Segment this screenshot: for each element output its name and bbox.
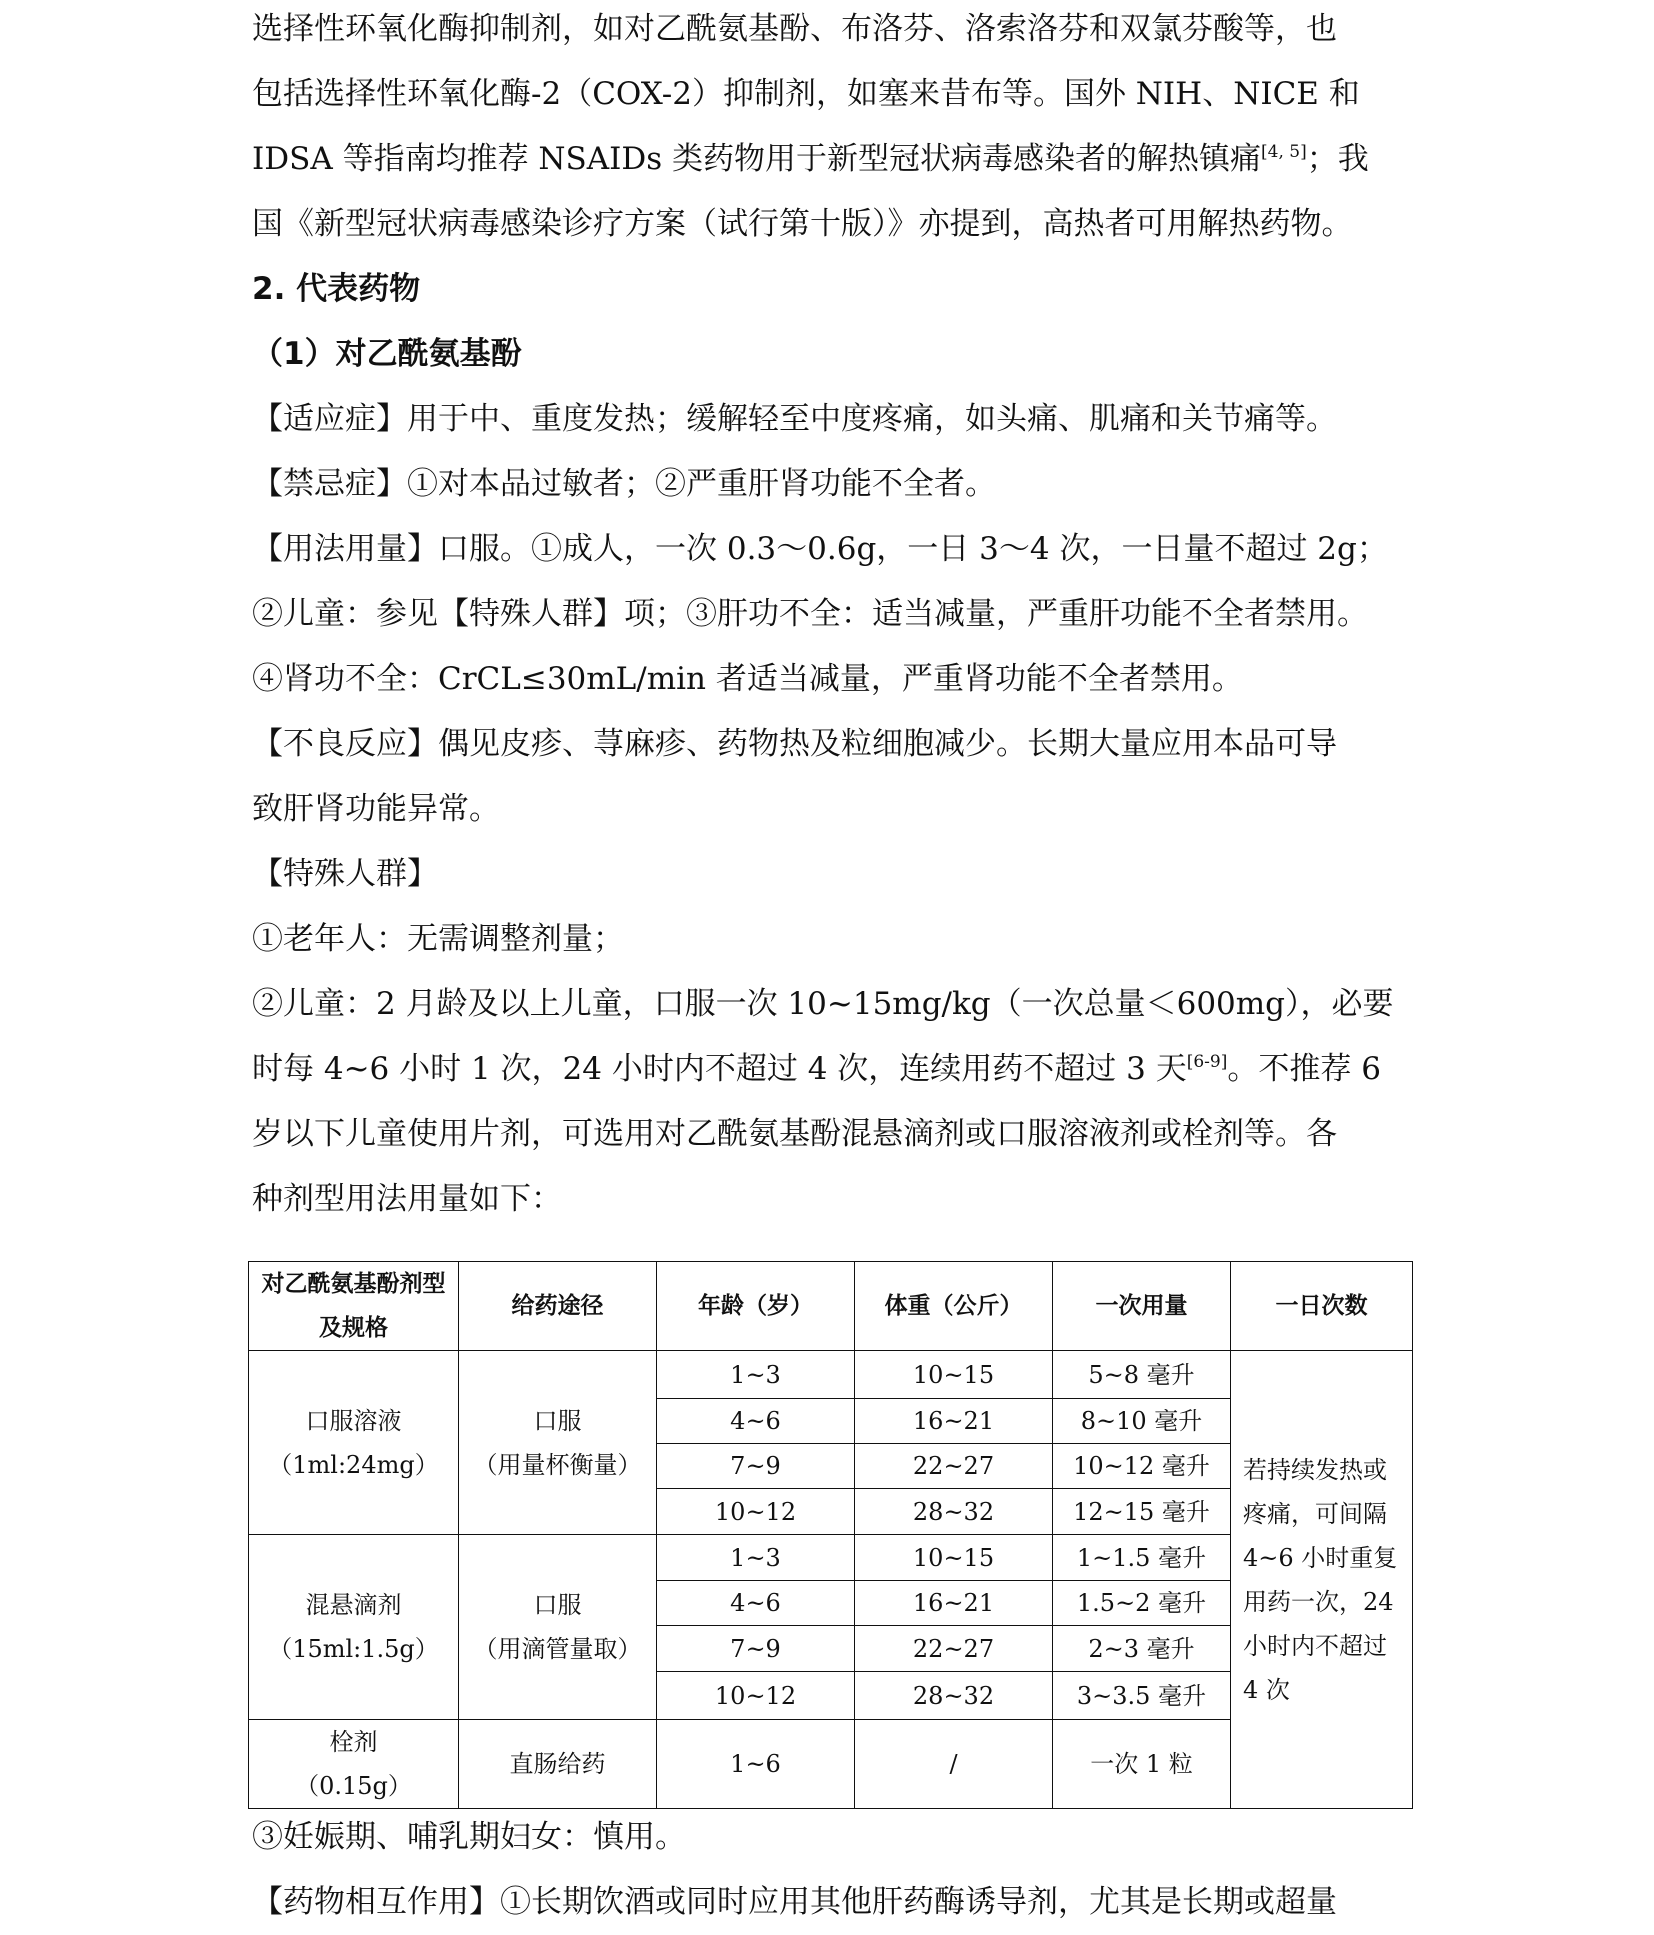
weight-cell: 10~15: [855, 1535, 1053, 1581]
route-name: 口服: [533, 1406, 582, 1435]
weight-cell: 28~32: [855, 1489, 1053, 1535]
text-span: 时每 4~6 小时 1 次，24 小时内不超过 4 次，连续用药不超过 3 天: [252, 1051, 1187, 1087]
weight-cell: 16~21: [855, 1399, 1053, 1444]
form-spec: （0.15g）: [295, 1772, 412, 1800]
form-name: 混悬滴剂: [305, 1591, 402, 1619]
dose-cell: 1~1.5 毫升: [1053, 1535, 1231, 1581]
form-spec: （15ml:1.5g）: [268, 1635, 439, 1663]
form-name: 口服溶液: [305, 1406, 402, 1435]
form-cell: [249, 1720, 459, 1809]
route-note: （用量杯衡量）: [473, 1450, 642, 1479]
dose-cell: 2~3 毫升: [1053, 1626, 1231, 1672]
paragraph-line: [252, 127, 1404, 192]
weight-cell: 22~27: [855, 1626, 1053, 1672]
dose-cell: 一次 1 粒: [1053, 1720, 1231, 1809]
form-cell: [249, 1351, 459, 1535]
age-cell: 10~12: [657, 1672, 855, 1720]
child-line: 岁以下儿童使用片剂，可选用对乙酰氨基酚混悬滴剂或口服溶液剂或栓剂等。各: [252, 1116, 1337, 1152]
age-cell: 7~9: [657, 1444, 855, 1489]
dose-cell: 12~15 毫升: [1053, 1489, 1231, 1535]
contraindication: 【禁忌症】①对本品过敏者；②严重肝肾功能不全者。: [252, 466, 996, 502]
header-age: 年龄（岁）: [657, 1262, 855, 1351]
indication: 【适应症】用于中、重度发热；缓解轻至中度疼痛，如头痛、肌痛和关节痛等。: [252, 401, 1337, 437]
form-name: 栓剂: [329, 1728, 378, 1756]
weight-cell: 28~32: [855, 1672, 1053, 1720]
text-span: 。不推荐 6: [1227, 1051, 1381, 1087]
paragraph-line: 选择性环氧化酶抑制剂，如对乙酰氨基酚、布洛芬、洛索洛芬和双氯芬酸等，也: [252, 11, 1337, 47]
dose-cell: 10~12 毫升: [1053, 1444, 1231, 1489]
interaction-line: 【药物相互作用】①长期饮酒或同时应用其他肝药酶诱导剂，尤其是长期或超量: [252, 1884, 1337, 1920]
section-heading: 2. 代表药物: [252, 271, 421, 307]
text-span: ；我: [1306, 141, 1369, 177]
dose-cell: 8~10 毫升: [1053, 1399, 1231, 1444]
after-table-text: [252, 1805, 1404, 1935]
age-cell: 10~12: [657, 1489, 855, 1535]
table-row: [249, 1351, 1413, 1399]
weight-cell: 10~15: [855, 1351, 1053, 1399]
route-cell: [459, 1351, 657, 1535]
dosage-line: ②儿童：参见【特殊人群】项；③肝功不全：适当减量，严重肝功能不全者禁用。: [252, 596, 1368, 632]
paragraph-line: 国《新型冠状病毒感染诊疗方案（试行第十版）》亦提到，高热者可用解热药物。: [252, 206, 1353, 242]
citation: [6-9]: [1186, 1052, 1228, 1072]
age-cell: 1~6: [657, 1720, 855, 1809]
child-line: [252, 1037, 1404, 1102]
form-spec: （1ml:24mg）: [268, 1450, 439, 1479]
dose-cell: 5~8 毫升: [1053, 1351, 1231, 1399]
age-cell: 1~3: [657, 1351, 855, 1399]
route-name: 口服: [533, 1591, 582, 1619]
times-note-cell: 若持续发热或疼痛，可间隔 4~6 小时重复用药一次，24 小时内不超过 4 次: [1231, 1351, 1413, 1809]
table-header-row: [249, 1262, 1413, 1351]
age-cell: 7~9: [657, 1626, 855, 1672]
citation: [4, 5]: [1261, 142, 1307, 162]
text-span: IDSA 等指南均推荐 NSAIDs 类药物用于新型冠状病毒感染者的解热镇痛: [252, 141, 1262, 177]
pregnancy-line: ③妊娠期、哺乳期妇女：慎用。: [252, 1819, 686, 1855]
header-route: 给药途径: [459, 1262, 657, 1351]
weight-cell: /: [855, 1720, 1053, 1809]
age-cell: 1~3: [657, 1535, 855, 1581]
adverse-line: 【不良反应】偶见皮疹、荨麻疹、药物热及粒细胞减少。长期大量应用本品可导: [252, 726, 1337, 762]
header-times: 一日次数: [1231, 1262, 1413, 1351]
age-cell: 4~6: [657, 1581, 855, 1626]
dose-cell: 3~3.5 毫升: [1053, 1672, 1231, 1720]
drug-heading: （1）对乙酰氨基酚: [252, 336, 522, 372]
header-form: 对乙酰氨基酚剂型及规格: [249, 1262, 459, 1351]
adverse-line: 致肝肾功能异常。: [252, 791, 500, 827]
elderly-line: ①老年人：无需调整剂量；: [252, 921, 624, 957]
dose-cell: 1.5~2 毫升: [1053, 1581, 1231, 1626]
child-line: 种剂型用法用量如下：: [252, 1181, 562, 1217]
dosage-table: [248, 1261, 1413, 1809]
paragraph-line: 包括选择性环氧化酶-2（COX-2）抑制剂，如塞来昔布等。国外 NIH、NICE 和: [252, 76, 1360, 112]
age-cell: 4~6: [657, 1399, 855, 1444]
body-text: [252, 0, 1404, 1232]
dosage-line: 【用法用量】口服。①成人，一次 0.3～0.6g，一日 3～4 次，一日量不超过 2g；: [252, 531, 1388, 567]
route-cell: [459, 1535, 657, 1720]
weight-cell: 16~21: [855, 1581, 1053, 1626]
route-cell: 直肠给药: [459, 1720, 657, 1809]
weight-cell: 22~27: [855, 1444, 1053, 1489]
special-title: 【特殊人群】: [252, 856, 438, 892]
header-weight: 体重（公斤）: [855, 1262, 1053, 1351]
child-line: ②儿童：2 月龄及以上儿童，口服一次 10~15mg/kg（一次总量＜600mg），必要: [252, 986, 1394, 1022]
header-dose: 一次用量: [1053, 1262, 1231, 1351]
form-cell: [249, 1535, 459, 1720]
route-note: （用滴管量取）: [473, 1635, 642, 1663]
dosage-line: ④肾功不全：CrCL≤30mL/min 者适当减量，严重肾功能不全者禁用。: [252, 661, 1243, 697]
